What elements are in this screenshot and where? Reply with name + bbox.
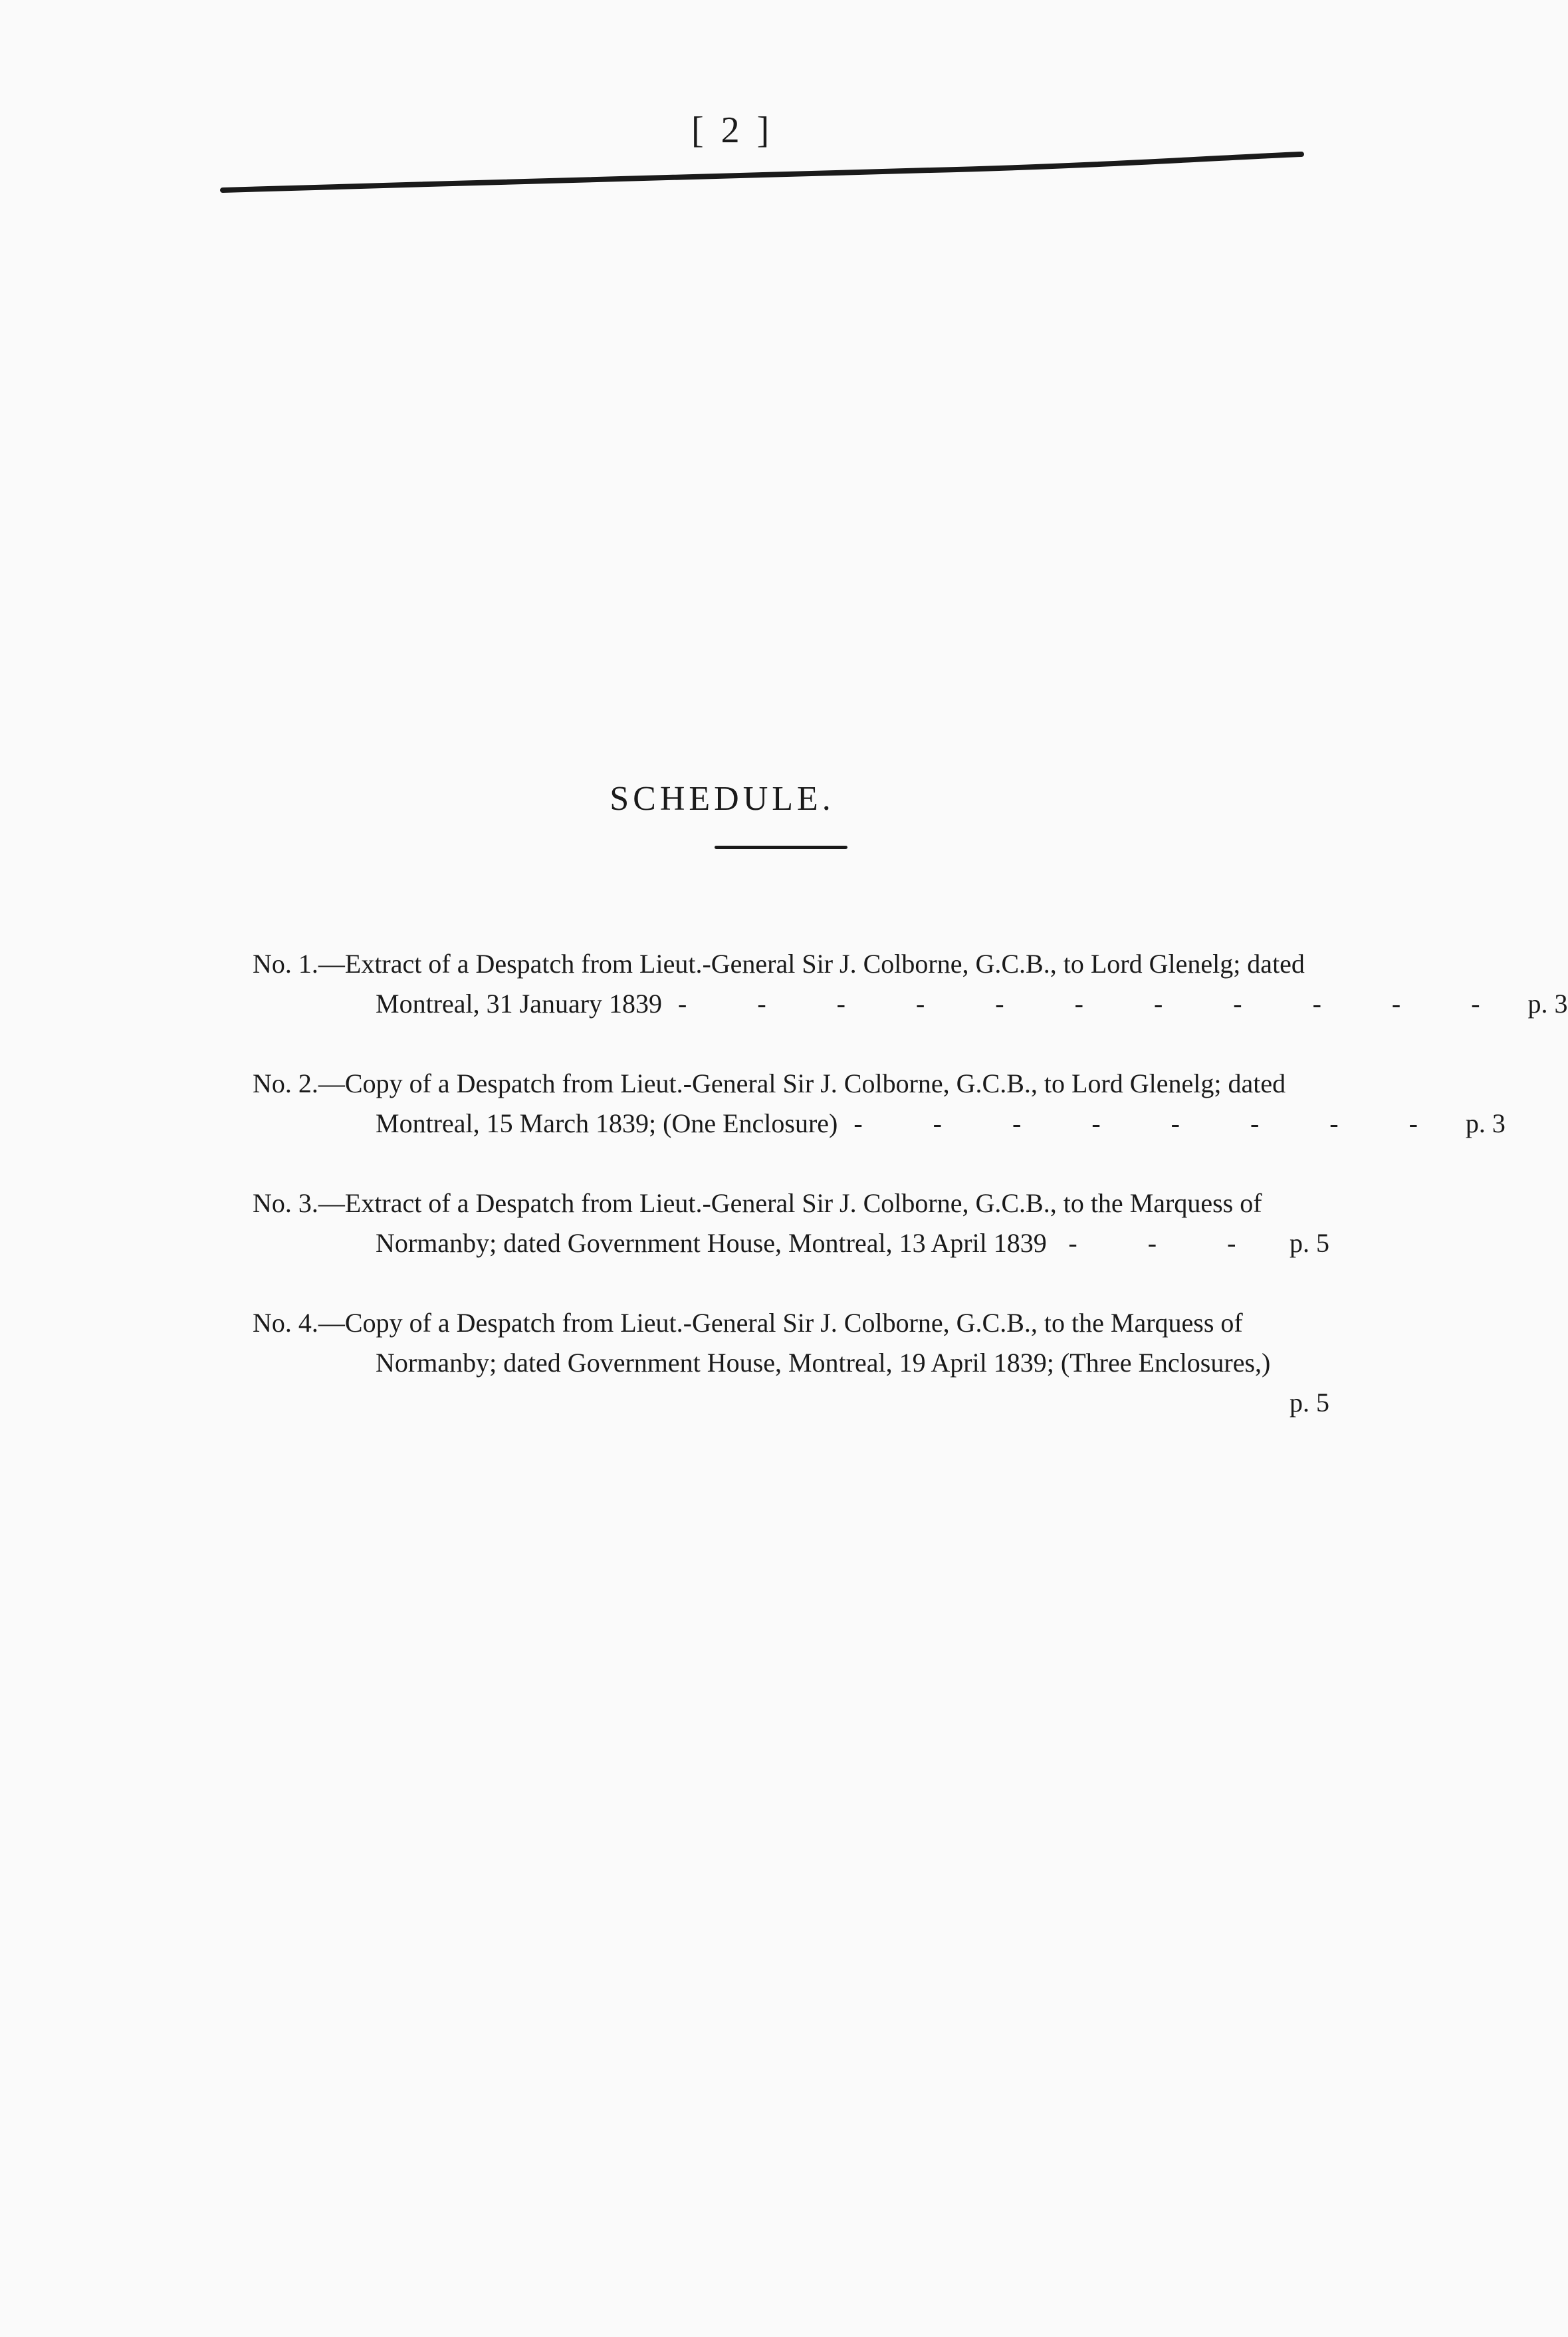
entry-4-line1: No. 4.—Copy of a Despatch from Lieut.-General Sir J. Colborne, G.C.B., to the Marquess of [253,1308,1243,1338]
entry-2-line1: No. 2.—Copy of a Despatch from Lieut.-General Sir J. Colborne, G.C.B., to Lord Glenelg; dated [253,1068,1286,1098]
page-number: [ 2 ] [691,110,774,151]
schedule-entry-2 [253,1064,1506,1144]
entry-1-page-ref: p. 3 [1527,989,1568,1019]
header-rule [0,0,1444,213]
entry-4-line2-row [253,1343,1329,1383]
entry-3-line2-row [253,1223,1329,1263]
entry-4-page-ref: p. 5 [1289,1388,1329,1417]
entry-1-line1: No. 1.—Extract of a Despatch from Lieut.-General Sir J. Colborne, G.C.B., to Lord Glenelg; dated [253,949,1305,979]
entry-2-page-ref: p. 3 [1465,1108,1506,1138]
entry-2-leader: - - - - - - - - [853,1108,1450,1138]
entry-2-line2: Montreal, 15 March 1839; (One Enclosure) [376,1108,838,1138]
entry-1-line2-row [253,984,1568,1024]
schedule-entry-4 [253,1303,1329,1423]
schedule-entry-3 [253,1183,1329,1263]
entry-1-line2: Montreal, 31 January 1839 [376,989,663,1019]
entry-2-line2-row [253,1104,1506,1144]
schedule-entry-1 [253,944,1568,1024]
entry-3-page-ref: p. 5 [1289,1228,1329,1258]
entry-3-line1: No. 3.—Extract of a Despatch from Lieut.-General Sir J. Colborne, G.C.B., to the Marquess of [253,1188,1262,1218]
entry-1-leader: - - - - - - - - - - - [678,989,1512,1019]
entry-3-line2: Normanby; dated Government House, Montreal, 13 April 1839 [376,1228,1047,1258]
entry-4-line2: Normanby; dated Government House, Montreal, 19 April 1839; (Three Enclosures,) [376,1348,1271,1378]
entry-3-leader: - - - [1068,1228,1268,1258]
title-rule [715,846,847,849]
entry-4-page-ref-row [253,1383,1329,1423]
schedule-title: SCHEDULE. [610,780,835,818]
